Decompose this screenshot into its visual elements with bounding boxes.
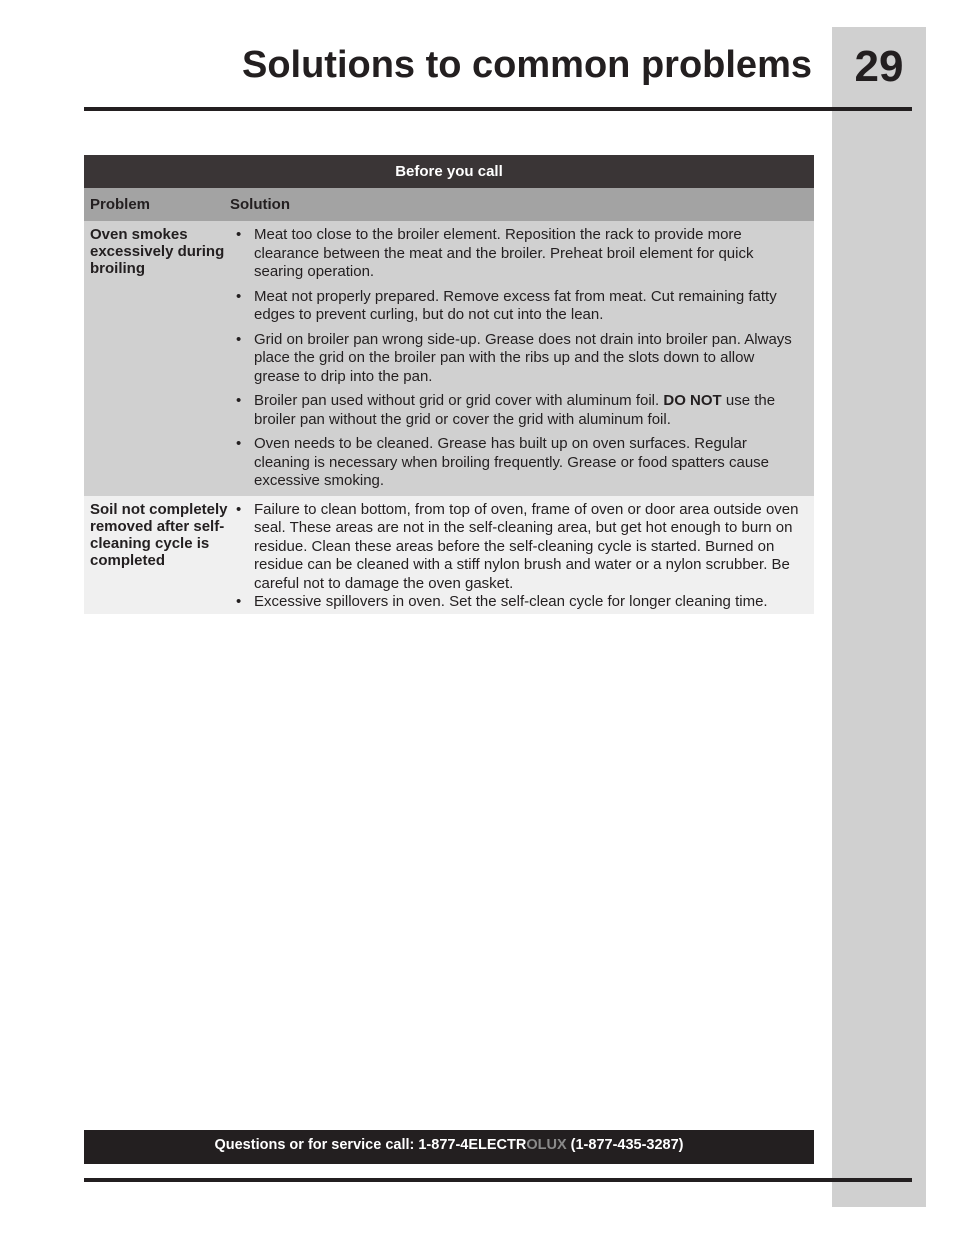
solution-item <box>230 435 800 491</box>
bullet: • <box>236 330 242 348</box>
solution-text: Meat not properly prepared. Remove excess fat from meat. Cut remaining fatty edges to prevent curling, but do not cut into the lean. <box>254 287 777 323</box>
solution-cell <box>230 501 814 612</box>
bullet: • <box>236 287 242 305</box>
footer-text: Questions or for service call: 1-877-4ELECTR <box>214 1137 527 1153</box>
table-row <box>84 221 814 496</box>
title-divider <box>84 107 912 111</box>
bullet: • <box>236 435 242 452</box>
footer-phone: (1-877-435-3287) <box>566 1137 684 1153</box>
solution-text: Broiler pan used without grid or grid cover with aluminum foil. <box>254 392 664 409</box>
solution-item <box>230 392 800 429</box>
service-call-footer <box>84 1130 814 1164</box>
brand-accent-text: OLUX <box>526 1137 567 1153</box>
table-caption: Before you call <box>84 155 814 188</box>
table-header <box>84 188 814 221</box>
problem-cell: Oven smokes excessively during broiling <box>90 226 225 277</box>
page-number: 29 <box>854 42 904 91</box>
bullet: • <box>236 392 242 409</box>
side-tab <box>832 27 926 1207</box>
solution-item <box>230 226 800 282</box>
solution-text: Grid on broiler pan wrong side-up. Grease does not drain into broiler pan. Always place the grid on the broiler pan with the ribs up and the slots down to allow grease to drip into the pan. <box>254 330 792 385</box>
solution-item <box>230 288 800 325</box>
bottom-divider <box>84 1178 912 1182</box>
solution-text: Oven needs to be cleaned. Grease has built up on oven surfaces. Regular cleaning is necessary when broiling frequently. Grease or food spatters cause excessive smoking. <box>254 435 770 489</box>
emphasis-text: DO NOT <box>663 392 722 409</box>
solution-text: Failure to clean bottom, from top of oven, frame of oven or door area outside oven seal. These areas are not in the self-cleaning area, but get hot enough to burn on residue. Clean these areas before the self-cleaning cycle is started. Burned on residue can be cleaned with a stiff nylon brush and water or a nylon scrubber. Be careful not to damage the oven gasket. <box>254 500 799 592</box>
troubleshooting-table <box>84 155 814 614</box>
column-header-solution: Solution <box>230 196 290 213</box>
problem-cell: Soil not completely removed after self-cleaning cycle is completed <box>90 500 228 569</box>
solution-item <box>230 593 800 612</box>
bullet: • <box>236 593 242 610</box>
bullet: • <box>236 500 242 518</box>
page-title: Solutions to common problems <box>241 44 812 86</box>
solution-cell <box>230 226 814 491</box>
table-row <box>84 496 814 614</box>
column-header-problem: Problem <box>90 196 151 213</box>
solution-text: use the broiler pan without the grid or cover the grid with aluminum foil. <box>254 392 776 428</box>
bullet: • <box>236 226 242 243</box>
solution-text: Meat too close to the broiler element. Reposition the rack to provide more clearance between the meat and the broiler. Preheat broil element for quick searing operation. <box>254 226 754 280</box>
solution-item <box>230 331 800 387</box>
solution-text: Excessive spillovers in oven. Set the self-clean cycle for longer cleaning time. <box>254 593 768 610</box>
solution-item <box>230 501 800 594</box>
